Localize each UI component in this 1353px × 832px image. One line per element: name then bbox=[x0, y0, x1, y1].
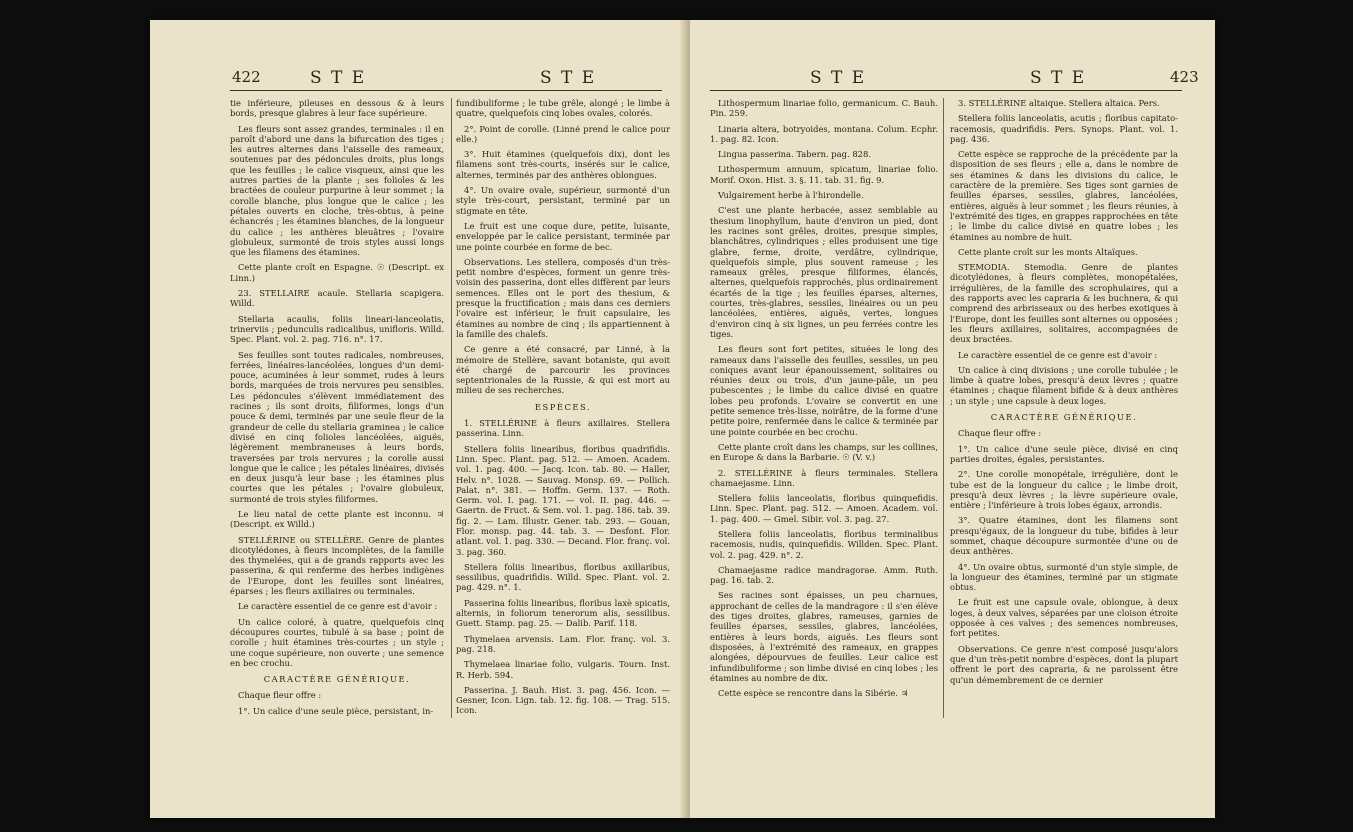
text-paragraph: CARACTÈRE GÉNÉRIQUE. bbox=[263, 674, 411, 685]
text-paragraph: 4°. Un ovaire ovale, supérieur, surmonté d'un style très-court, persistant, terminé par un stigmate en tête. bbox=[456, 185, 670, 216]
text-paragraph: Thymelaea linariae folio, vulgaris. Tourn. Inst. R. Herb. 594. bbox=[456, 659, 670, 680]
text-paragraph: STEMODIA. Stemodia. Genre de plantes dicotylédones, à fleurs complètes, monopétalées, irrégulières, de la famille des scrophulaires, qui a des rapports avec les capraria & les buchnera, & qui comprend des arbrisseaux ou des herbes exotiques à l'Europe, dont les feuilles sont alternes ou opposées ; les fleurs axillaires, solitaires, accompagnées de deux bractées. bbox=[950, 262, 1178, 345]
text-paragraph: 1°. Un calice d'une seule pièce, persistant, in- bbox=[238, 705, 434, 716]
text-paragraph: ESPÈCES. bbox=[534, 401, 592, 412]
text-paragraph: Les fleurs sont fort petites, situées le long des rameaux dans l'aisselle des feuilles, sessiles, un peu coniques avant leur épanouissement, solitaires ou réunies deux ou trois, d'un jaune-pâle, un peu pubescentes ; le limbe du calice divisé en quatre lobes peu profonds. L'ovaire se convertit en une petite semence très-lisse, noirâtre, de la forme d'une petite poire, renfermée dans le calice & terminée par une pointe courbée en bec crochu. bbox=[710, 344, 938, 437]
text-paragraph: Linaria altera, botryoides, montana. Colum. Ecphr. 1. pag. 82. Icon. bbox=[710, 123, 938, 144]
text-paragraph: 4°. Un ovaire obtus, surmonté d'un style simple, de la longueur des étamines, terminé par un stigmate obtus. bbox=[950, 561, 1178, 593]
text-paragraph: Observations. Les stellera, composés d'un très-petit nombre d'espèces, forment un genre très-voisin des passerina, dont elles diffèrent par leurs semences. Elles ont le port des thesium, & presque la fructification ; mais dans ces derniers l'ovaire est inférieur, le fruit capsulaire, les étamines au nombre de cinq ; ils appartiennent à la famille des chalefs. bbox=[456, 256, 670, 339]
text-paragraph: Ses racines sont épaisses, un peu charnues, approchant de celles de la mandragore : il s'en élève des tiges droites, glabres, rameuses, garnies de feuilles éparses, sessiles, glabres, lancéolées, entières à leurs bords, aiguës. Les fleurs sont disposées, à l'extrémité des rameaux, en grappes alongées, dépourvues de feuilles. Leur calice est infundibuliforme ; son limbe divisé en cinq lobes ; les étamines au nombre de dix. bbox=[710, 590, 938, 683]
right-column-2 bbox=[950, 98, 1178, 690]
text-paragraph: Cette espèce se rapproche de la précédente par la disposition de ses fleurs ; elle a, dans le nombre de ses étamines & dans les divisions du calice, le caractère de la première. Ses tiges sont garnies de feuilles éparses, sessiles, glabres, lancéolées, entières, aiguës à leur sommet ; les fleurs réunies, à l'extrémité des tiges, en grappes rapprochées en tête ; le limbe du calice divisé en quatre lobes ; les étamines au nombre de huit. bbox=[950, 149, 1178, 242]
text-paragraph: Un calice coloré, à quatre, quelquefois cinq découpures courtes, tubulé à sa base ; point de corolle ; huit étamines très-courtes ; un style ; une coque supérieure, non ouverte ; une semence en bec crochu. bbox=[230, 616, 444, 668]
text-paragraph: 2°. Une corolle monopétale, irrégulière, dont le tube est de la longueur du calice ; le limbe droit, presqu'à deux lèvres ; la lèvre supérieure ovale, entière ; l'inférieure à trois lobes égaux, arrondis. bbox=[950, 469, 1178, 511]
text-paragraph: 23. STELLAIRE acaule. Stellaria scapigera. Willd. bbox=[230, 288, 444, 309]
text-paragraph: STELLÉRINE ou STELLÈRE. Genre de plantes dicotylédones, à fleurs incomplètes, de la famille des thymelées, qui a de grands rapports avec les passerina, & qui renferme des herbes indigènes de l'Europe, dont les feuilles sont linéaires, éparses ; les fleurs axillaires ou terminales. bbox=[230, 534, 444, 597]
left-column-divider bbox=[451, 98, 452, 718]
text-paragraph: 3°. Huit étamines (quelquefois dix), dont les filamens sont très-courts, insérés sur le calice, alternes, terminés par des anthères oblongues. bbox=[456, 149, 670, 180]
right-running-head-1: S T E bbox=[810, 68, 867, 88]
text-paragraph: Chaque fleur offre : bbox=[238, 690, 322, 701]
text-paragraph: Observations. Ce genre n'est composé jusqu'alors que d'un très-petit nombre d'espèces, dont la plupart offrent le port des capraria, & ne paroissent être qu'un démembrement de ce dernier bbox=[950, 643, 1178, 685]
left-running-head-1: S T E bbox=[310, 68, 367, 88]
right-header-rule bbox=[710, 90, 1182, 91]
text-paragraph: Thymelaea arvensis. Lam. Flor. franç. vol. 3. pag. 218. bbox=[456, 633, 670, 654]
text-paragraph: 1°. Un calice d'une seule pièce, divisé en cinq parties droites, égales, persistantes. bbox=[950, 443, 1178, 464]
text-paragraph: Chamaejasme radice mandragorae. Amm. Ruth. pag. 16. tab. 2. bbox=[710, 564, 938, 586]
text-paragraph: 2°. Point de corolle. (Linné prend le calice pour elle.) bbox=[456, 123, 670, 144]
text-paragraph: Le fruit est une capsule ovale, oblongue, à deux loges, à deux valves, séparées par une cloison étroite opposée à ces valves ; des semences nombreuses, fort petites. bbox=[950, 597, 1178, 639]
text-paragraph: Stellera foliis linearibus, floribus axillaribus, sessilibus, quadrifidis. Willd. Spec. Plant. vol. 2. pag. 429. n°. 1. bbox=[456, 561, 670, 593]
text-paragraph: fundibuliforme ; le tube grêle, alongé ; le limbe à quatre, quelquefois cinq lobes ovales, colorés. bbox=[456, 98, 670, 119]
text-paragraph: CARACTÈRE GÉNÉRIQUE. bbox=[990, 412, 1138, 423]
text-paragraph: Ce genre a été consacré, par Linné, à la mémoire de Stellère, savant botaniste, qui avoit été chargé de parcourir les provinces septentrionales de la Russie, & qui est mort au milieu de ses recherches. bbox=[456, 344, 670, 396]
text-paragraph: 2. STELLÉRINE à fleurs terminales. Stellera chamaejasme. Linn. bbox=[710, 467, 938, 488]
text-paragraph: Le caractère essentiel de ce genre est d'avoir : bbox=[238, 601, 438, 612]
text-paragraph: 3°. Quatre étamines, dont les filamens sont presqu'égaux, de la longueur du tube, bifides à leur sommet, chaque découpure surmontée d'une ou de deux anthères. bbox=[950, 515, 1178, 557]
text-paragraph: 3. STELLÉRINE altaique. Stellera altaica. Pers. bbox=[958, 98, 1160, 108]
text-paragraph: Ses feuilles sont toutes radicales, nombreuses, ferrées, linéaires-lancéolées, longues d'un demi-pouce, acuminées à leur sommet, rudes à leurs bords, marquées de trois nervures peu sensibles. Les pédoncules s'élèvent immédiatement des racines ; ils sont droits, filiformes, longs d'un pouce & demi, terminés par une seule fleur de la grandeur de celle du stellaria graminea ; le calice divisé en cinq folioles lancéolées, aiguës, légèrement membraneuses à leurs bords, traversées par trois nervures ; la corolle aussi longue que le calice ; les pétales linéaires, divisés en deux jusqu'à leur base ; les étamines plus courtes que les pétales ; l'ovaire globuleux, surmonté de trois styles filiformes. bbox=[230, 349, 444, 504]
text-paragraph: Stellera foliis lanceolatis, floribus terminalibus racemosis, nudis, quinquefidis. Willden. Spec. Plant. vol. 2. pag. 429. n°. 2. bbox=[710, 528, 938, 560]
text-paragraph: tie inférieure, pileuses en dessous & à leurs bords, presque glabres à leur face supérieure. bbox=[230, 98, 444, 119]
text-paragraph: Lithospermum linariae folio, germanicum. C. Bauh. Pin. 259. bbox=[710, 98, 938, 119]
text-paragraph: Cette plante croît en Espagne. ☉ (Descript. ex Linn.) bbox=[230, 262, 444, 283]
text-paragraph: Passerina. J. Bauh. Hist. 3. pag. 456. Icon. — Gesner, Icon. Lign. tab. 12. fig. 108. — Trag. 515. Icon. bbox=[456, 684, 670, 716]
text-paragraph: Le lieu natal de cette plante est inconnu. ♃ (Descript. ex Willd.) bbox=[230, 508, 444, 530]
text-paragraph: Passerina foliis linearibus, floribus laxè spicatis, alternis, in foliorum tenerorum alis, sessilibus. Guett. Stamp. pag. 25. — Dalib. Parif. 118. bbox=[456, 597, 670, 629]
right-running-head-2: S T E bbox=[1030, 68, 1087, 88]
text-paragraph: Les fleurs sont assez grandes, terminales : il en paroît d'abord une dans la bifurcation des tiges ; les autres alternes dans l'aisselle des rameaux, soutenues par des pédoncules droits, plus longs que les feuilles ; le calice visqueux, ainsi que les autres parties de la plante ; ses folioles & les bractées de couleur purpurine à leur sommet ; la corolle blanche, plus longue que le calice ; les pétales ouverts en cloche, très-obtus, à peine échancrés ; les étamines blanches, de la longueur du calice ; les anthères bleuâtres ; l'ovaire globuleux, surmonté de trois styles aussi longs que les filamens des étamines. bbox=[230, 123, 444, 258]
text-paragraph: Cette espèce se rencontre dans la Sibérie. ♃ bbox=[718, 688, 909, 699]
left-header-rule bbox=[230, 90, 662, 91]
text-paragraph: Cette plante croît dans les champs, sur les collines, en Europe & dans la Barbarie. ☉ (V. v.) bbox=[710, 441, 938, 463]
text-paragraph: Stellera foliis linearibus, floribus quadrifidis. Linn. Spec. Plant. pag. 512. — Amoen. Academ. vol. 1. pag. 400. — Jacq. Icon. tab. 80. — Haller, Helv. n°. 1028. — Sauvag. Monsp. 69. — Pollich. Palat. n°. 381. — Hoffm. Germ. 137. — Roth. Germ. vol. I. pag. 171. — vol. II. pag. 446. — Gaertn. de Fruct. & Sem. vol. 1. pag. 186. tab. 39. fig. 2. — Lam. Illustr. Gener. tab. 293. — Gouan, Flor. monsp. pag. 44. tab. 3. — Desfont. Flor. atlant. vol. 1. pag. 330. — Decand. Flor. franç. vol. 3. pag. 360. bbox=[456, 443, 670, 557]
text-paragraph: Le caractère essentiel de ce genre est d'avoir : bbox=[958, 349, 1158, 360]
text-paragraph: Vulgairement herbe à l'hirondelle. bbox=[718, 190, 864, 201]
text-paragraph: Stellera foliis lanceolatis, floribus quinquefidis. Linn. Spec. Plant. pag. 512. — Amoen. Academ. vol. 1. pag. 400. — Gmel. Sibir. vol. 3. pag. 27. bbox=[710, 493, 938, 524]
right-page bbox=[690, 20, 1215, 818]
left-page-number: 422 bbox=[232, 68, 261, 86]
text-paragraph: Le fruit est une coque dure, petite, luisante, enveloppée par le calice persistant, terminée par une pointe courbée en forme de bec. bbox=[456, 220, 670, 252]
text-paragraph: 1. STELLÉRINE à fleurs axillaires. Stellera passerina. Linn. bbox=[456, 418, 670, 439]
text-paragraph: C'est une plante herbacée, assez semblable au thesium linophyllum, haute d'environ un pied, dont les racines sont grêles, droites, presque simples, blanchâtres, cylindriques ; elles produisent une tige glabre, ferme, droite, verdâtre, cylindrique, quelquefois simple, plus souvent rameuse ; les rameaux grêles, presque filiformes, élancés, alternes, quelquefois rapprochés, plus ordinairement écartés de la tige ; les feuilles éparses, alternes, courtes, très-glabres, sessiles, linéaires ou un peu lancéolées, entières, aiguës, vertes, longues d'environ cinq à six lignes, un peu ferrées contre les tiges. bbox=[710, 205, 938, 339]
right-page-number: 423 bbox=[1170, 68, 1199, 86]
left-column-1 bbox=[230, 98, 444, 721]
text-paragraph: Cette plante croît sur les monts Altaïques. bbox=[958, 246, 1138, 257]
right-column-divider bbox=[943, 98, 944, 718]
left-page bbox=[150, 20, 690, 818]
left-column-2 bbox=[456, 98, 670, 721]
left-running-head-2: S T E bbox=[540, 68, 597, 88]
text-paragraph: Stellera foliis lanceolatis, acutis ; floribus capitato-racemosis, quadrifidis. Pers. Synops. Plant. vol. 1. pag. 436. bbox=[950, 113, 1178, 144]
text-paragraph: Un calice à cinq divisions ; une corolle tubulée ; le limbe à quatre lobes, presqu'à deux lèvres ; quatre étamines ; chaque filament bifide & à deux anthères ; un style ; une capsule à deux loges. bbox=[950, 364, 1178, 406]
text-paragraph: Stellaria acaulis, foliis lineari-lanceolatis, trinerviis ; pedunculis radicalibus, unifloris. Willd. Spec. Plant. vol. 2. pag. 716. n°. 17. bbox=[230, 313, 444, 345]
text-paragraph: Chaque fleur offre : bbox=[958, 428, 1042, 439]
right-column-1 bbox=[710, 98, 938, 703]
open-book bbox=[150, 20, 1215, 818]
text-paragraph: Lithospermum annuum, spicatum, linariae folio. Morif. Oxon. Hist. 3. §. 11. tab. 31. fig. 9. bbox=[710, 164, 938, 185]
text-paragraph: Lingua passerina. Tabern. pag. 828. bbox=[718, 149, 871, 160]
